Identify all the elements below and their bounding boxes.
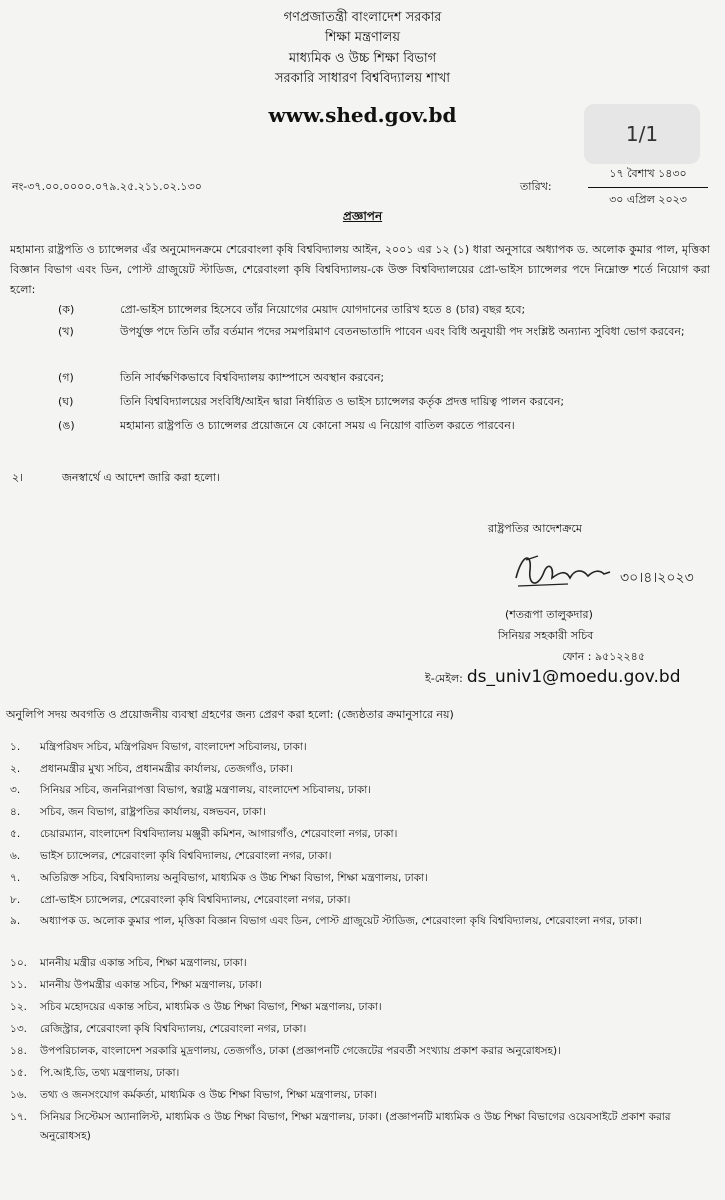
header-ministry: শিক্ষা মন্ত্রণালয় bbox=[324, 30, 401, 45]
item-text: তথ্য ও জনসংযোগ কর্মকর্তা, মাধ্যমিক ও উচ্চ শিক্ষা বিভাগ, শিক্ষা মন্ত্রণালয়, ঢাকা। bbox=[40, 1089, 378, 1101]
item-number: ৮. bbox=[10, 894, 21, 906]
item-text: প্রধানমন্ত্রীর মুখ্য সচিব, প্রধানমন্ত্রীর কার্যালয়, তেজগাঁও, ঢাকা। bbox=[40, 763, 293, 775]
item-text: চেয়ারম্যান, বাংলাদেশ বিশ্ববিদ্যালয় মঞ্জুরী কমিশন, আগারগাঁও, শেরেবাংলা নগর, ঢাকা। bbox=[40, 828, 398, 840]
item-text: ভাইস চ্যান্সেলর, শেরেবাংলা কৃষি বিশ্ববিদ্যালয়, শেরেবাংলা নগর, ঢাকা। bbox=[40, 850, 332, 862]
condition-label: (খ) bbox=[58, 325, 74, 338]
condition-text: তিনি সার্বক্ষণিকভাবে বিশ্ববিদ্যালয় ক্যাম্পাসে অবস্থান করবেন; bbox=[120, 371, 385, 384]
item-number: ৬. bbox=[10, 850, 21, 862]
condition-text: মহামান্য রাষ্ট্রপতি ও চ্যান্সেলর প্রয়োজনে যে কোনো সময় এ নিয়োগ বাতিল করতে পারবেন। bbox=[120, 419, 515, 432]
date-label: তারিখ: bbox=[520, 180, 552, 193]
item-text: মাননীয় উপমন্ত্রীর একান্ত সচিব, শিক্ষা মন্ত্রণালয়, ঢাকা। bbox=[40, 979, 262, 991]
condition-text: তিনি বিশ্ববিদ্যালয়ের সংবিধি/আইন দ্বারা নির্ধারিত ও ভাইস চ্যান্সেলর কর্তৃক প্রদত্ত দায়িত্ব পালন করবেন; bbox=[120, 395, 565, 408]
signature-image bbox=[508, 548, 718, 598]
item-number: ১৫. bbox=[10, 1067, 27, 1079]
item-text: উপপরিচালক, বাংলাদেশ সরকারি মুদ্রণালয়, তেজগাঁও, ঢাকা (প্রজ্ঞাপনটি গেজেটের পরবর্তী সংখ্যায় প্রকাশ করার অনুরোধসহ)। bbox=[40, 1045, 561, 1057]
signatory-name: (শতরূপা তালুকদার) bbox=[505, 608, 593, 621]
item-text: সচিব, জন বিভাগ, রাষ্ট্রপতির কার্যালয়, বঙ্গভবন, ঢাকা। bbox=[40, 806, 266, 818]
item-text: রেজিস্ট্রার, শেরেবাংলা কৃষি বিশ্ববিদ্যালয়, শেরেবাংলা নগর, ঢাকা। bbox=[40, 1023, 307, 1035]
item-number: ১২. bbox=[10, 1001, 27, 1013]
signature-date: ৩০।৪।২০২৩ bbox=[620, 570, 694, 586]
section-number: ২। bbox=[12, 471, 24, 484]
date-bangla: ১৭ বৈশাখ ১৪৩০ bbox=[588, 162, 708, 188]
email-address: ds_univ1@moedu.gov.bd bbox=[466, 667, 681, 687]
condition-label: (ঙ) bbox=[58, 419, 75, 432]
item-number: ১১. bbox=[10, 979, 27, 991]
item-text: অধ্যাপক ড. অলোক কুমার পাল, মৃত্তিকা বিজ্ঞান বিভাগ এবং ডিন, পোস্ট গ্রাজুয়েট স্টাডিজ, শেরেবাংলা কৃষি বিশ্ববিদ্যালয়, শেরেবাংলা নগর, ঢাকা। bbox=[40, 915, 642, 927]
item-number: ১৩. bbox=[10, 1023, 27, 1035]
item-text: সিনিয়র সচিব, জননিরাপত্তা বিভাগ, স্বরাষ্ট্র মন্ত্রণালয়, বাংলাদেশ সচিবালয়, ঢাকা। bbox=[40, 784, 371, 796]
condition-text: প্রো-ভাইস চ্যান্সেলর হিসেবে তাঁর নিয়োগের মেয়াদ যোগদানের তারিখ হতে ৪ (চার) বছর হবে; bbox=[120, 303, 526, 316]
item-number: ২. bbox=[10, 763, 21, 775]
item-number: ১৭. bbox=[10, 1111, 27, 1123]
notification-title: প্রজ্ঞাপন bbox=[342, 209, 383, 223]
email-label: ই-মেইল: bbox=[425, 672, 463, 685]
item-text: মাননীয় মন্ত্রীর একান্ত সচিব, শিক্ষা মন্ত্রণালয়, ঢাকা। bbox=[40, 957, 247, 969]
item-number: ৯. bbox=[10, 915, 21, 927]
header-branch: সরকারি সাধারণ বিশ্ববিদ্যালয় শাখা bbox=[274, 71, 451, 86]
memo-number: নং-৩৭.০০.০০০০.০৭৯.২৫.২১১.০২.১৩০ bbox=[12, 180, 202, 193]
item-number: ৫. bbox=[10, 828, 21, 840]
phone-number: ফোন : ৯৫১২২৪৫ bbox=[562, 650, 645, 663]
header-website: www.shed.gov.bd bbox=[268, 103, 457, 127]
page-indicator: 1/1 bbox=[584, 104, 700, 164]
by-order-text: রাষ্ট্রপতির আদেশক্রমে bbox=[488, 522, 582, 535]
section-text: জনস্বার্থে এ আদেশ জারি করা হলো। bbox=[62, 471, 220, 484]
header-government: গণপ্রজাতন্ত্রী বাংলাদেশ সরকার bbox=[283, 10, 442, 25]
date-english: ৩০ এপ্রিল ২০২৩ bbox=[609, 193, 687, 206]
item-number: ১০. bbox=[10, 957, 27, 969]
intro-paragraph: মহামান্য রাষ্ট্রপতি ও চ্যান্সেলর এঁর অনুমোদনক্রমে শেরেবাংলা কৃষি বিশ্ববিদ্যালয় আইন, ২০০১ এর ১২ (১) ধারা অনুসারে অধ্যাপক ড. অলোক কুমার পাল, মৃত্তিকা বিজ্ঞান বিভাগ এবং ডিন, পোস্ট গ্রাজুয়েট স্টাডিজ, শেরেবাংলা কৃষি বিশ্ববিদ্যালয়-কে উক্ত বিশ্ববিদ্যালয়ের প্রো-ভাইস চ্যান্সেলর পদে নিম্নোক্ত শর্তে নিয়োগ করা হলো: bbox=[10, 243, 710, 296]
condition-text: উপর্যুক্ত পদে তিনি তাঁর বর্তমান পদের সমপরিমাণ বেতনভাতাদি পাবেন এবং বিধি অনুযায়ী পদ সংশ্লিষ্ট অন্যান্য সুবিধা ভোগ করবেন; bbox=[120, 325, 685, 338]
item-number: ৪. bbox=[10, 806, 21, 818]
condition-label: (ঘ) bbox=[58, 395, 74, 408]
condition-label: (গ) bbox=[58, 371, 74, 384]
date-box bbox=[588, 162, 708, 213]
signatory-title: সিনিয়র সহকারী সচিব bbox=[498, 629, 594, 642]
item-text: সচিব মহোদয়ের একান্ত সচিব, মাধ্যমিক ও উচ্চ শিক্ষা বিভাগ, শিক্ষা মন্ত্রণালয়, ঢাকা। bbox=[40, 1001, 382, 1013]
condition-label: (ক) bbox=[58, 303, 75, 316]
item-number: ৭. bbox=[10, 872, 21, 884]
item-text: অতিরিক্ত সচিব, বিশ্ববিদ্যালয় অনুবিভাগ, মাধ্যমিক ও উচ্চ শিক্ষা বিভাগ, শিক্ষা মন্ত্রণালয়, ঢাকা। bbox=[40, 872, 428, 884]
item-text: প্রো-ভাইস চ্যান্সেলর, শেরেবাংলা কৃষি বিশ্ববিদ্যালয়, শেরেবাংলা নগর, ঢাকা। bbox=[40, 894, 351, 906]
item-number: ১৬. bbox=[10, 1089, 27, 1101]
email-line bbox=[425, 667, 681, 689]
item-number: ১. bbox=[10, 741, 21, 753]
item-number: ৩. bbox=[10, 784, 21, 796]
item-number: ১৪. bbox=[10, 1045, 27, 1057]
section-2 bbox=[12, 469, 220, 488]
header-division: মাধ্যমিক ও উচ্চ শিক্ষা বিভাগ bbox=[288, 51, 437, 66]
item-text: পি.আই.ডি, তথ্য মন্ত্রণালয়, ঢাকা। bbox=[40, 1067, 180, 1079]
item-text: মন্ত্রিপরিষদ সচিব, মন্ত্রিপরিষদ বিভাগ, বাংলাদেশ সচিবালয়, ঢাকা। bbox=[40, 741, 307, 753]
item-text: সিনিয়র সিস্টেমস অ্যানালিস্ট, মাধ্যমিক ও উচ্চ শিক্ষা বিভাগ, শিক্ষা মন্ত্রণালয়, ঢাকা। (প্রজ্ঞাপনটি মাধ্যমিক ও উচ্চ শিক্ষা বিভাগের ওয়েবসাইটে প্রকাশ করার অনুরোধসহ) bbox=[40, 1111, 671, 1142]
copy-intro: অনুলিপি সদয় অবগতি ও প্রয়োজনীয় ব্যবস্থা গ্রহণের জন্য প্রেরণ করা হলো: (জ্যেষ্ঠতার ক্রমানুসারে নয়) bbox=[6, 708, 454, 721]
